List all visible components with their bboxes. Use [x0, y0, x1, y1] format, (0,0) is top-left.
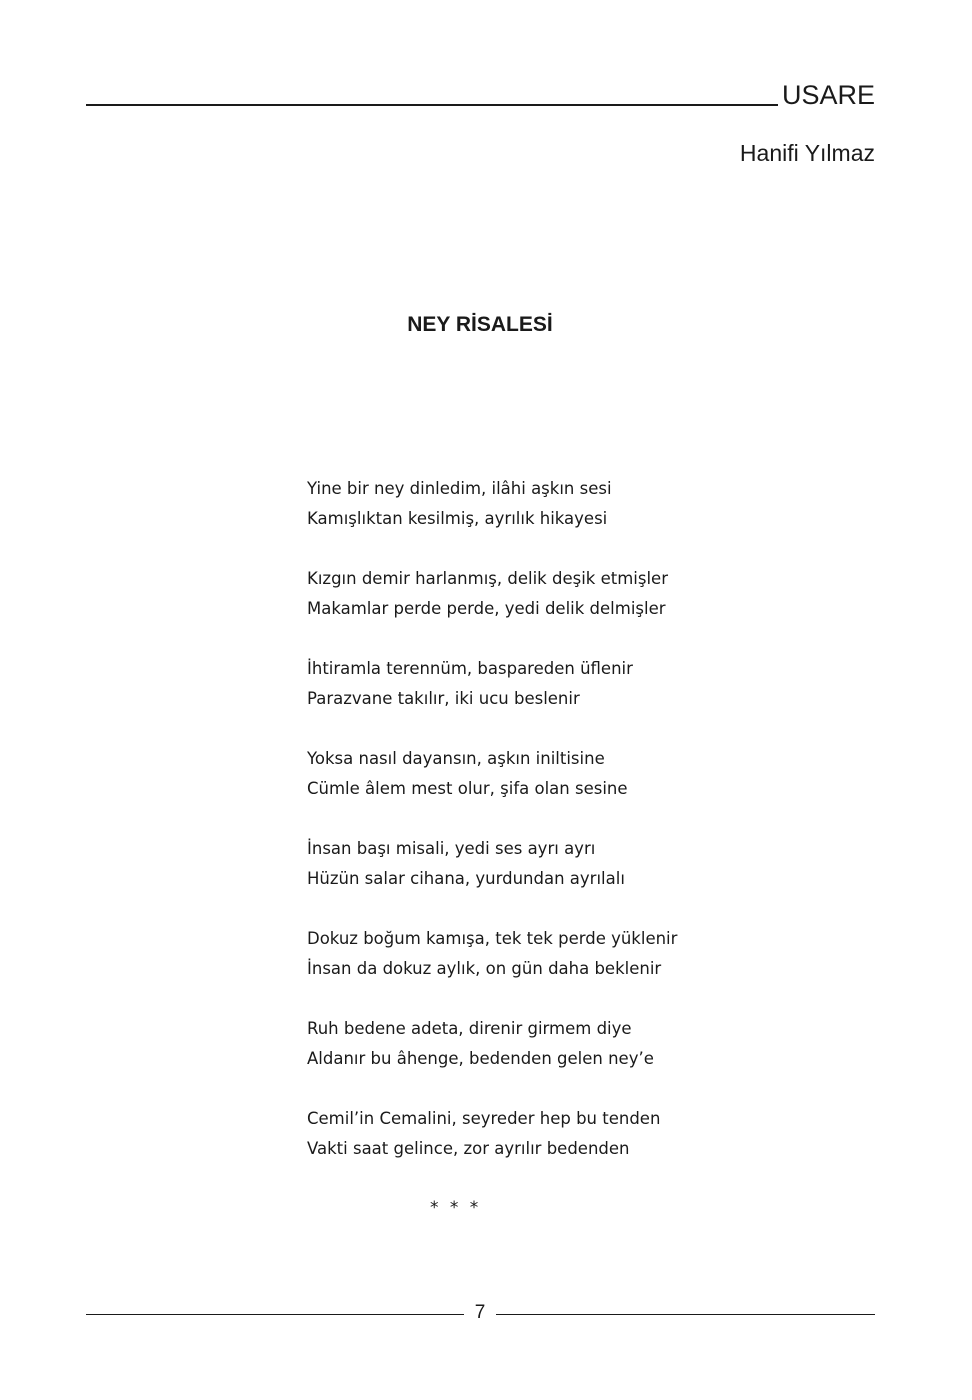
journal-name: USARE — [781, 80, 875, 110]
stanza-8 — [307, 1104, 827, 1164]
poem-line: Yine bir ney dinledim, ilâhi aşkın sesi — [307, 479, 612, 498]
poem-line: İnsan başı misali, yedi ses ayrı ayrı — [307, 839, 596, 858]
poem-line: İhtiramla terennüm, baspareden üflenir — [307, 659, 633, 678]
stanza-4 — [307, 744, 827, 804]
stanza-6 — [307, 924, 827, 984]
stanza-1 — [307, 474, 827, 534]
stanza-3 — [307, 654, 827, 714]
poem-line: Makamlar perde perde, yedi delik delmişler — [307, 599, 666, 618]
poem-line: İnsan da dokuz aylık, on gün daha beklenir — [307, 959, 662, 978]
poem-line: Parazvane takılır, iki ucu beslenir — [307, 689, 580, 708]
header-rule — [86, 104, 778, 106]
poem-line: Vakti saat gelince, zor ayrılır bedenden — [307, 1139, 630, 1158]
footer-rule-right — [496, 1314, 875, 1315]
stanza-5 — [307, 834, 827, 894]
poem-line: Kamışlıktan kesilmiş, ayrılık hikayesi — [307, 509, 608, 528]
poem-line: Hüzün salar cihana, yurdundan ayrılalı — [307, 869, 625, 888]
stanza-2 — [307, 564, 827, 624]
page-number: 7 — [474, 1302, 486, 1323]
stanza-7 — [307, 1014, 827, 1074]
poem-line: Aldanır bu âhenge, bedenden gelen ney’e — [307, 1049, 654, 1068]
poem-line: Kızgın demir harlanmış, delik deşik etmişler — [307, 569, 668, 588]
section-separator: * * * — [430, 1198, 482, 1218]
poem-body — [307, 474, 827, 1194]
poem-line: Dokuz boğum kamışa, tek tek perde yüklenir — [307, 929, 678, 948]
poem-line: Ruh bedene adeta, direnir girmem diye — [307, 1019, 632, 1038]
footer-rule-left — [86, 1314, 464, 1315]
poem-line: Cümle âlem mest olur, şifa olan sesine — [307, 779, 628, 798]
author-name: Hanifi Yılmaz — [739, 140, 875, 166]
poem-title: NEY RİSALESİ — [407, 313, 553, 336]
poem-line: Yoksa nasıl dayansın, aşkın iniltisine — [307, 749, 605, 768]
poem-line: Cemil’in Cemalini, seyreder hep bu tenden — [307, 1109, 661, 1128]
